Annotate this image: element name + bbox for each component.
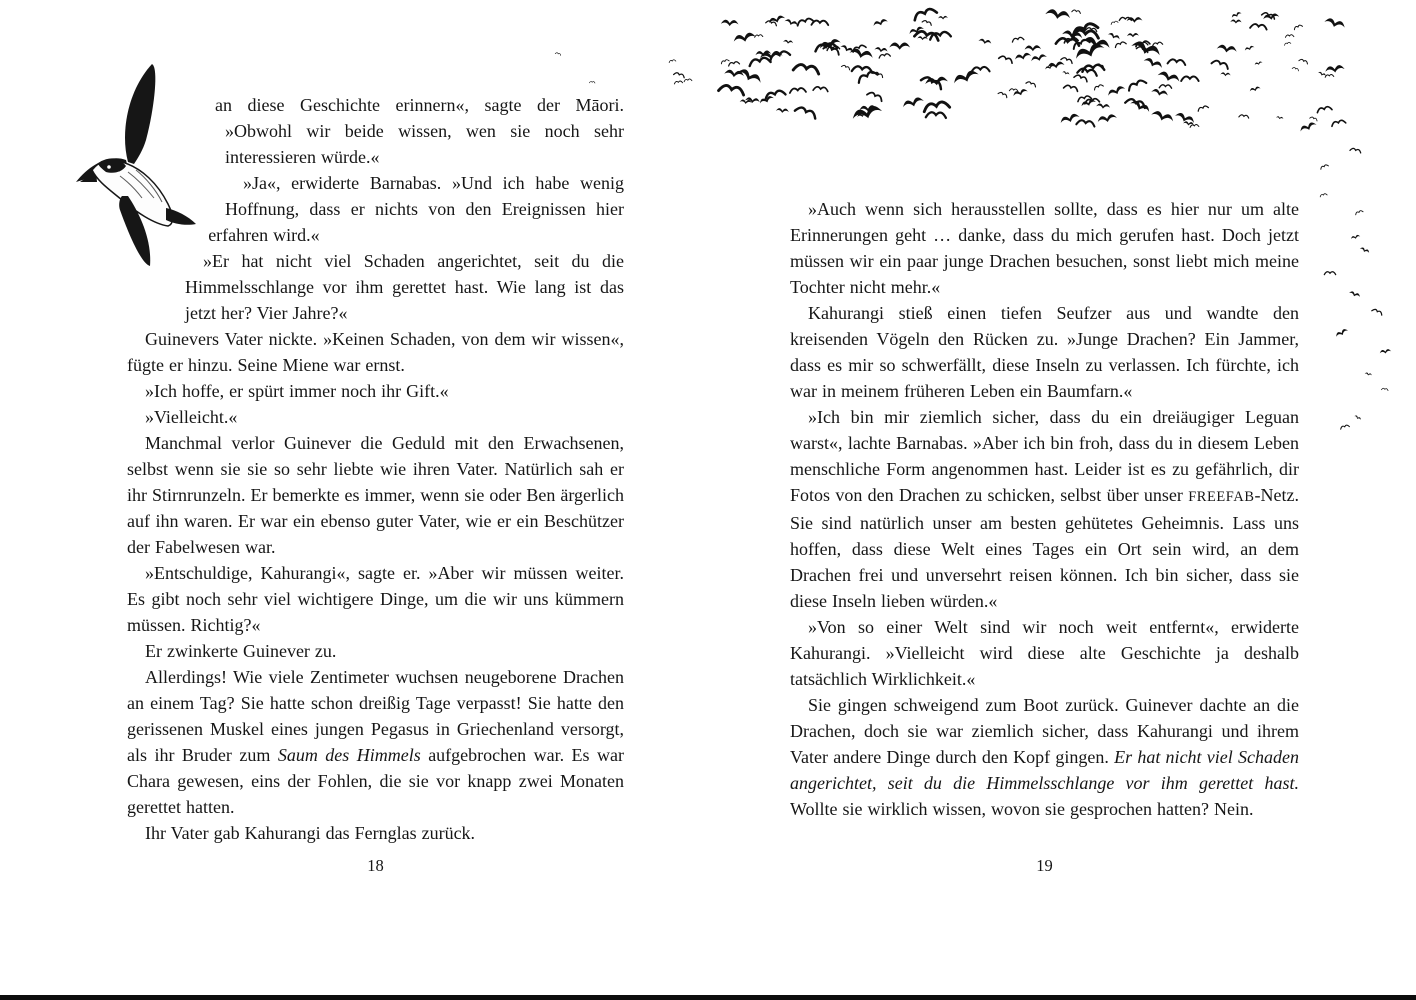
paragraph — [790, 692, 1299, 822]
paragraph — [127, 560, 624, 638]
left-page — [127, 92, 624, 846]
text-run: Kahurangi stieß einen tiefen Seufzer aus und wandte den kreisenden Vögeln den Rücken zu. »Junge Drachen? Ein Jammer, dass es mir so schwerfällt, diese Inseln zu verlassen. Ich fürchte, ich war in meinem früheren Leben ein Baumfarn.« — [790, 303, 1299, 401]
text-run: »Entschuldige, Kahurangi«, sagte er. »Aber wir müssen weiter. Es gibt noch sehr viel wichtigere Dinge, um die wir uns kümmern müssen. Richtig?« — [127, 563, 624, 635]
text-run: Sie gingen schweigend zum Boot zurück. Guinever dachte an die Drachen, doch sie war ziemlich sicher, dass Kahurangi und ihrem Vater andere Dinge durch den Kopf gingen. — [790, 695, 1299, 767]
text-run: aufgebrochen war. Es war Chara gewesen, eins der Fohlen, die sie vor knapp zwei Monaten gerettet hatten. — [127, 745, 624, 817]
page-number-left: 18 — [367, 856, 384, 875]
text-run: »Von so einer Welt sind wir noch weit entfernt«, erwiderte Kahurangi. »Vielleicht wird diese alte Geschichte ja deshalb tatsächlich Wirklichkeit.« — [790, 617, 1299, 689]
text-run: Manchmal verlor Guinever die Geduld mit den Erwachsenen, selbst wenn sie sie so sehr liebte wie ihren Vater. Natürlich sah er ihr Stirnrunzeln. Er bemerkte es immer, wenn sie oder Ben ärgerlich auf ihn waren. Er war ein ebenso guter Vater, wie er ein Beschützer der Fabelwesen war. — [127, 433, 624, 557]
paragraph — [127, 820, 624, 846]
text-run: »Vielleicht.« — [145, 407, 238, 427]
text-run: Ihr Vater gab Kahurangi das Fernglas zurück. — [145, 823, 476, 843]
text-run: Allerdings! Wie viele Zentimeter wuchsen neugeborene Drachen an einem Tag? Sie hatte schon dreißig Tage verpasst! Sie hatte den gerissenen Muskel eines jungen Pegasus in Griechenland versorgt, als ihr Bruder zum — [127, 667, 624, 765]
text-run: Guinevers Vater nickte. »Keinen Schaden, von dem wir wissen«, fügte er hinzu. Seine Miene war ernst. — [127, 329, 624, 375]
text-run: »Ich hoffe, er spürt immer noch ihr Gift.« — [145, 381, 449, 401]
text-run: Wollte sie wirklich wissen, wovon sie gesprochen hatten? Nein. — [790, 799, 1254, 819]
right-page — [790, 196, 1299, 822]
paragraph — [790, 404, 1299, 614]
text-run: »Er hat nicht viel Schaden angerichtet, seit du die Himmelsschlange vor ihm gerettet hast. Wie lang ist das jetzt her? Vier Jahre?« — [185, 251, 624, 323]
text-run: Er zwinkerte Guinever zu. — [145, 641, 337, 661]
left-page-text — [127, 92, 624, 846]
text-run: »Ja«, erwiderte Barnabas. »Und ich habe wenig Hoffnung, dass er nichts von den Ereignissen hier erfahren wird.« — [208, 173, 624, 245]
italic-text-run: Er hat nicht viel Schaden angerichtet, seit du die Himmelsschlange vor ihm gerettet hast. — [790, 747, 1299, 793]
paragraph — [127, 430, 624, 560]
paragraph — [790, 300, 1299, 404]
page-number-right: 19 — [1036, 856, 1053, 875]
text-run: »Auch wenn sich herausstellen sollte, dass es hier nur um alte Erinnerungen geht … danke, dass du mich gerufen hast. Doch jetzt müssen wir ein paar junge Drachen besuchen, sonst liebt mich meine Tochter nicht mehr.« — [790, 199, 1299, 297]
text-run: -Netz. Sie sind natürlich unser am besten gehütetes Geheimnis. Lass uns hoffen, dass diese Welt eines Tages ein Ort sein wird, an dem Drachen frei und unversehrt reisen können. Ich bin sicher, dass sie diese Inseln lieben würden.« — [790, 485, 1299, 611]
paragraph — [127, 326, 624, 378]
italic-text-run: Saum des Himmels — [277, 745, 421, 765]
text-run: an diese Geschichte erinnern«, sagte der Māori. »Obwohl wir beide wissen, wen sie noch sehr interessieren würde.« — [215, 95, 624, 167]
paragraph — [790, 614, 1299, 692]
text-run: »Ich bin mir ziemlich sicher, dass du ein dreiäugiger Leguan warst«, lachte Barnabas. »Aber ich bin froh, dass du in diesem Leben menschliche Form angenommen hast. Leider ist es zu gefährlich, dir Fotos von den Drachen zu schicken, selbst über unser — [790, 407, 1299, 505]
paragraph — [790, 196, 1299, 300]
petrel-eye — [107, 165, 111, 169]
paragraph — [127, 638, 624, 664]
smallcaps-text-run: FREEFAB — [1188, 489, 1255, 505]
scan-bottom-edge — [0, 995, 1416, 1000]
right-page-text — [790, 196, 1299, 822]
paragraph — [127, 378, 624, 404]
paragraph — [127, 664, 624, 820]
paragraph — [127, 404, 624, 430]
